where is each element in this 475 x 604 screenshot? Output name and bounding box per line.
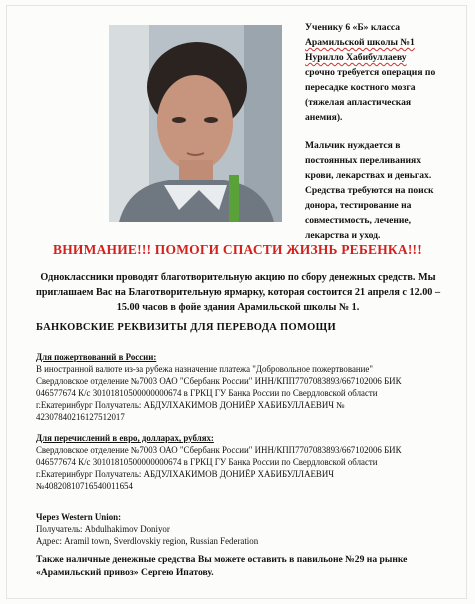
side-line: донора, тестирование на [305, 200, 412, 211]
side-line: (тяжелая апластическая [305, 97, 412, 108]
footer-line: «Арамильский привоз» Сергею Ипатову. [36, 567, 214, 578]
side-line: крови, лекарствах и деньгах. [305, 170, 432, 181]
block-line: 046577674 К/с 30101810500000000674 в ГРКЦ ГУ Банка России по Свердловской области [36, 388, 378, 398]
side-line: Средства требуются на поиск [305, 185, 434, 196]
block-line: Получатель: Abdulhakimov Doniyor [36, 524, 170, 534]
side-line: анемия). [305, 112, 343, 123]
side-line: лекарства и уход. [305, 230, 381, 241]
western-union-heading: Через Western Union: [36, 512, 122, 522]
bank-details-title: БАНКОВСКИЕ РЕКВИЗИТЫ ДЛЯ ПЕРЕВОДА ПОМОЩИ [36, 322, 336, 333]
block-line: Свердловское отделение №7003 ОАО "Сбербанк России" ИНН/КПП7707083893/667102006 БИК [36, 376, 402, 386]
side-line: Нурилло Хабибуллаеву [305, 52, 407, 63]
block-line: Адрес: Aramil town, Sverdlovskiy region, Russian Federation [36, 536, 259, 546]
intro-paragraph [22, 270, 454, 315]
footer-line: Также наличные денежные средства Вы можете оставить в павильоне №29 на рынке [36, 554, 408, 565]
boy-photo [109, 25, 282, 222]
block-line: 046577674 К/с 30101810500000000674 в ГРКЦ ГУ Банка России по Свердловской области [36, 457, 378, 467]
intro-line: Одноклассники проводят благотворительную акцию по сбору денежных средств. Мы [40, 272, 436, 283]
russia-heading: Для пожертвований в России: [36, 352, 157, 362]
urgent-headline: ВНИМАНИЕ!!! ПОМОГИ СПАСТИ ЖИЗНЬ РЕБЕНКА!!! [53, 242, 422, 257]
account-number: 42307840216127512017 [36, 412, 125, 422]
foreign-heading: Для перечислений в евро, долларах, рублях: [36, 433, 214, 443]
needs-paragraph [305, 138, 455, 243]
block-line: Свердловское отделение №7003 ОАО "Сбербанк России" ИНН/КПП7707083893/667102006 БИК [36, 445, 402, 455]
block-line: г.Екатеринбург Получатель: АБДУЛХАКИМОВ ДОНИЁР ХАБИБУЛЛАЕВИЧ № [36, 400, 345, 410]
block-line: В иностранной валюте из-за рубежа назначение платежа "Добровольное пожертвование" [36, 364, 373, 374]
side-line: Ученику 6 «Б» класса [305, 22, 401, 33]
side-line: Арамильской школы №1 [305, 37, 415, 48]
side-line: пересадке костного мозга [305, 82, 416, 93]
intro-line: 15.00 часов в фойе здания Арамильской школы № 1. [116, 302, 360, 313]
cash-donation-note [36, 553, 451, 579]
side-line: совместимость, лечение, [305, 215, 412, 226]
account-number: №40820810716540011654 [36, 481, 133, 491]
side-line: срочно требуется операция по [305, 67, 436, 78]
russia-donations-block [36, 351, 451, 423]
foreign-transfers-block [36, 432, 451, 492]
side-line: Мальчик нуждается в [305, 140, 401, 151]
western-union-block [36, 511, 451, 547]
block-line: г.Екатеринбург Получатель: АБДУЛХАКИМОВ ДОНИЁР ХАБИБУЛЛАЕВИЧ [36, 469, 335, 479]
side-line: постоянных переливаниях [305, 155, 422, 166]
intro-line: приглашаем Вас на Благотворительную ярмарку, которая состоится 21 апреля с 12.00 – [35, 287, 441, 298]
patient-description [305, 20, 455, 256]
patient-paragraph [305, 20, 455, 125]
